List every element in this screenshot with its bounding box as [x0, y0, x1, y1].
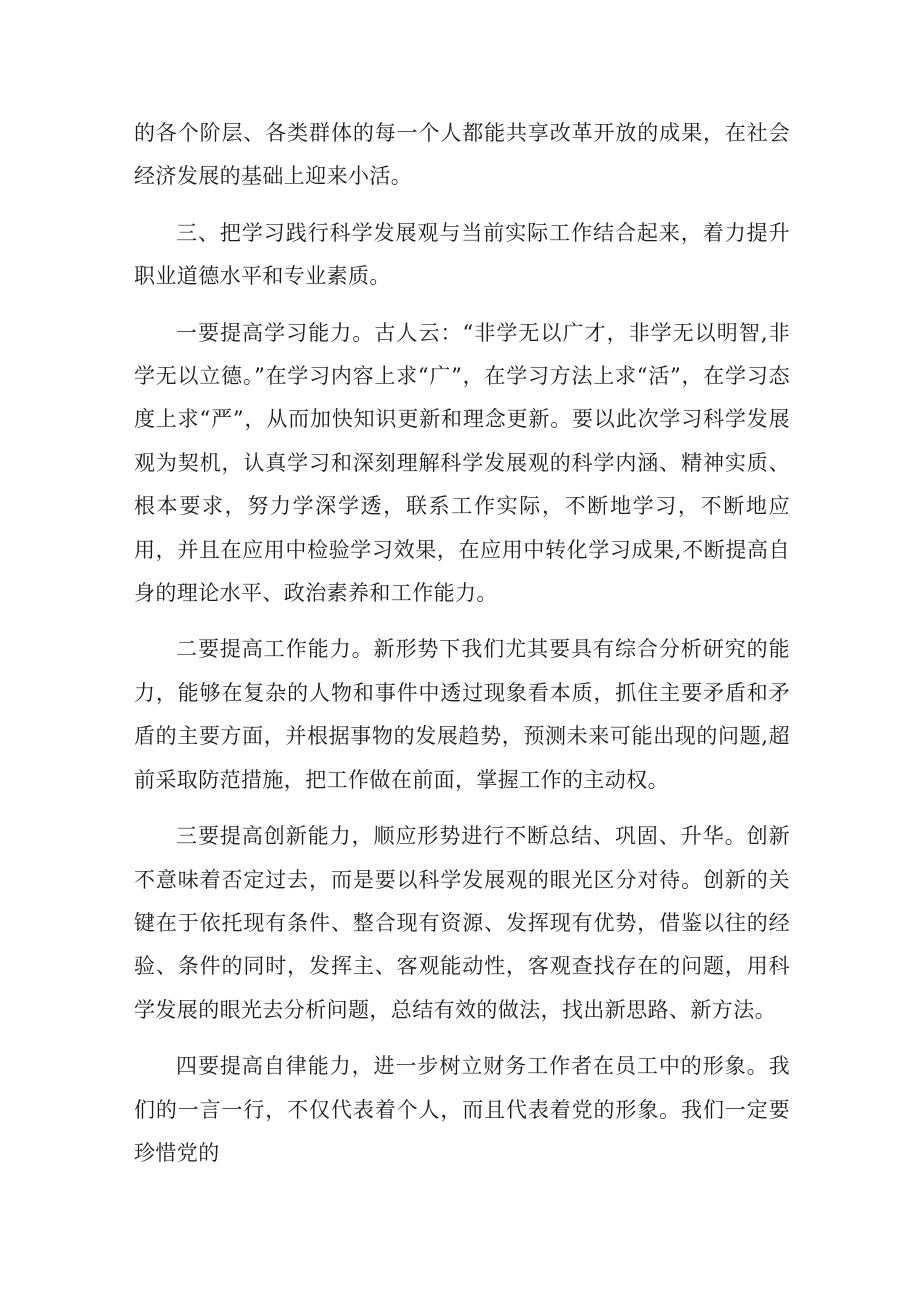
- paragraph-point-two: 二要提高工作能力。新形势下我们尤其要具有综合分析研究的能力，能够在复杂的人物和事件中透过现象看本质，抓住主要矛盾和矛盾的主要方面，并根据事物的发展趋势，预测未来可能出现的问题,超前采取防范措施，把工作做在前面，掌握工作的主动权。: [134, 637, 790, 792]
- paragraph-section-three-heading: 三、把学习践行科学发展观与当前实际工作结合起来，着力提升职业道德水平和专业素质。: [134, 220, 790, 289]
- paragraph-point-four: 四要提高自律能力，进一步树立财务工作者在员工中的形象。我们的一言一行，不仅代表着个人，而且代表着党的形象。我们一定要珍惜党的: [134, 1054, 790, 1165]
- paragraph-point-one: 一要提高学习能力。古人云：“非学无以广才，非学无以明智,非学无以立德。”在学习内容上求“广”，在学习方法上求“活”，在学习态度上求“严”，从而加快知识更新和理念更新。要以此次学习科学发展观为契机，认真学习和深刻理解科学发展观的科学内涵、精神实质、根本要求，努力学深学透，联系工作实际，不断地学习，不断地应用，并且在应用中检验学习效果，在应用中转化学习成果,不断提高自身的理论水平、政治素养和工作能力。: [134, 320, 790, 606]
- paragraph-continuation: 的各个阶层、各类群体的每一个人都能共享改革开放的成果，在社会经济发展的基础上迎来小活。: [134, 121, 790, 189]
- paragraph-point-three: 三要提高创新能力，顺应形势进行不断总结、巩固、升华。创新不意味着否定过去，而是要以科学发展观的眼光区分对待。创新的关键在于依托现有条件、整合现有资源、发挥现有优势，借鉴以往的经验、条件的同时，发挥主、客观能动性，客观查找存在的问题，用科学发展的眼光去分析问题，总结有效的做法，找出新思路、新方法。: [134, 824, 790, 1022]
- document-body: [134, 112, 790, 1175]
